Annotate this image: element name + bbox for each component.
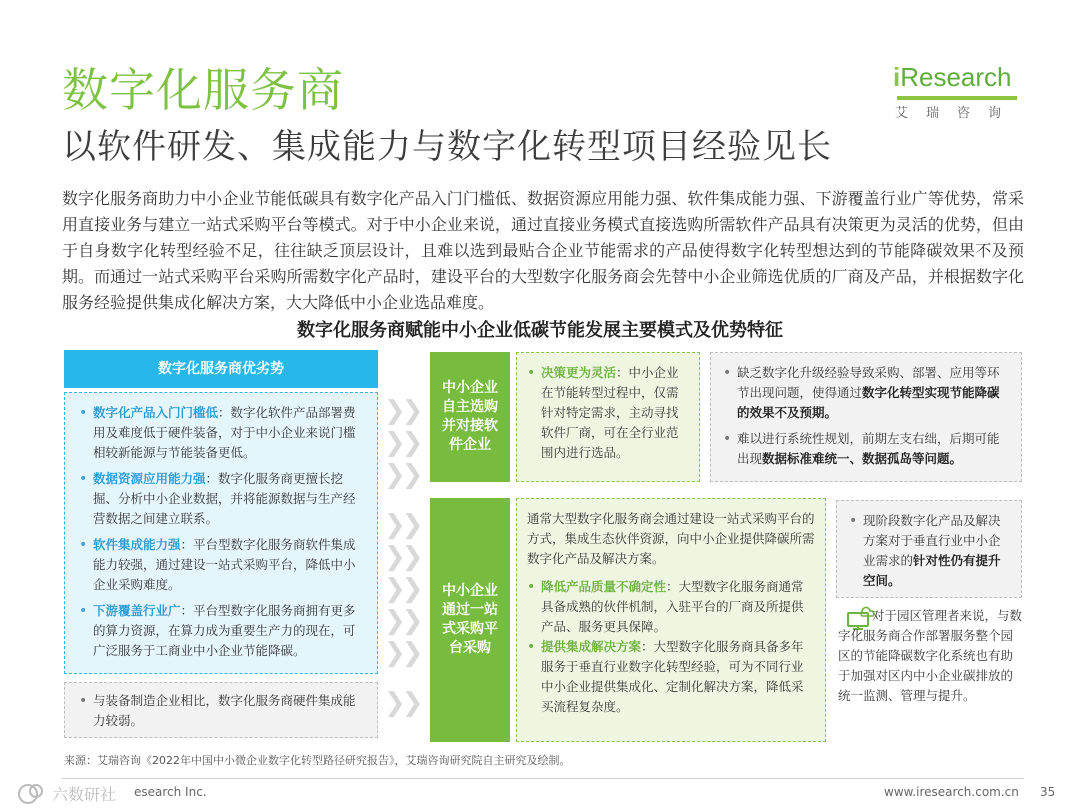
bullet-icon: • [527, 639, 536, 655]
chevron-right-icon: ❯❯ [384, 428, 420, 458]
mode2-intro: 通常大型数字化服务商会通过建设一站式采购平台的方式，集成生态伙伴资源，向中小企业提供降碳所需数字化产品及解决方案。 [527, 511, 815, 566]
mode1-disadvantage: • 缺乏数字化升级经验导致采购、部署、应用等环节出现问题，使得通过数字化转型实现节能降碳的效果不及预期。 [723, 365, 1000, 420]
mode2-advantage-box [516, 498, 826, 742]
page-number: 35 [1040, 785, 1056, 799]
bullet-icon: • [79, 405, 88, 421]
mode1-advantage: • 决策更为灵活：中小企业在节能转型过程中，仅需针对特定需求，主动寻找软件厂商，可在全行业范围内进行选品。 [527, 365, 679, 460]
logo-i: i [893, 62, 901, 92]
advantage-item: • 数据资源应用能力强：数字化服务商更擅长挖掘、分析中小企业数据，并将能源数据与生产经营数据之间建立联系。 [79, 471, 356, 526]
bullet-icon: • [79, 537, 88, 553]
chevron-right-icon: ❯❯ [384, 688, 420, 718]
bullet-icon: • [527, 365, 536, 381]
diagram-title: 数字化服务商赋能中小企业低碳节能发展主要模式及优势特征 [297, 320, 783, 341]
watermark-logo-icon [14, 778, 134, 808]
advantages-header: 数字化服务商优劣势 [64, 350, 378, 388]
chevron-right-icon: ❯❯ [384, 638, 420, 668]
mode2-advantage: • 提供集成解决方案：大型数字化服务商具备多年服务于垂直行业数字化转型经验，可为不同行业中小企业提供集成化、定制化解决方案，降低采买流程复杂度。 [527, 639, 804, 714]
advantages-box [64, 392, 378, 674]
source-note: 来源：艾瑞咨询《2022年中国中小微企业数字化转型路径研究报告》，艾瑞咨询研究院自主研究及绘制。 [64, 754, 571, 767]
chevron-right-icon: ❯❯ [384, 606, 420, 636]
page-subtitle: 以软件研发、集成能力与数字化转型项目经验见长 [62, 127, 832, 167]
chevron-right-icon: ❯❯ [384, 574, 420, 604]
mode1-disadvantage-box [710, 352, 1022, 482]
bullet-icon: • [79, 693, 88, 709]
bullet-icon: • [79, 471, 88, 487]
mode2-advantage: • 降低产品质量不确定性：大型数字化服务商通常具备成熟的伙伴机制，入驻平台的厂商及所提供产品、服务更具保障。 [527, 579, 804, 634]
page-title: 数字化服务商 [62, 63, 344, 117]
disadvantage-item: • 与装备制造企业相比，数字化服务商硬件集成能力较弱。 [79, 693, 356, 728]
chevron-right-icon: ❯❯ [384, 460, 420, 490]
mode-label-platform: 中小企业通过一站式采购平台采购 [430, 498, 510, 742]
mode2-disadvantage: • 现阶段数字化产品及解决方案对于垂直行业中小企业需求的针对性仍有提升空间。 [849, 513, 1001, 588]
bullet-icon: • [79, 603, 88, 619]
bullet-icon: • [723, 431, 732, 447]
park-note: 对于园区管理者来说，与数字化服务商合作部署服务整个园区的节能降碳数字化系统也有助于加强对区内中小企业碳排放的统一监测、管理与提升。 [838, 608, 1023, 703]
bullet-icon: • [849, 513, 858, 529]
chevron-right-icon: ❯❯ [384, 542, 420, 572]
advantage-item: • 数字化产品入门门槛低：数字化软件产品部署费用及难度低于硬件装备，对于中小企业来说门槛相较新能源与节能装备更低。 [79, 405, 356, 460]
mode1-advantage-box [516, 352, 700, 482]
logo-cn: 艾瑞咨询 [895, 106, 1020, 121]
mode2-disadvantage-box [836, 500, 1022, 598]
logo-research: Research [900, 62, 1012, 92]
mode1-disadvantage: • 难以进行系统性规划，前期左支右绌，后期可能出现数据标准难统一、数据孤岛等问题。 [723, 431, 1000, 466]
chevron-right-icon: ❯❯ [384, 510, 420, 540]
footer-divider [62, 778, 1024, 779]
mode-label-direct: 中小企业自主选购并对接软件企业 [430, 352, 510, 482]
bullet-icon: • [527, 579, 536, 595]
svg-text:六数研社: 六数研社 [52, 785, 117, 804]
website: www.iresearch.com.cn [884, 785, 1019, 799]
copyright: esearch Inc. [134, 785, 207, 799]
bullet-icon: • [723, 365, 732, 381]
advantage-item: • 下游覆盖行业广：平台型数字化服务商拥有更多的算力资源，在算力成为重要生产力的现在，可广泛服务于工商业中小企业节能降碳。 [79, 603, 356, 658]
chevron-right-icon: ❯❯ [384, 396, 420, 426]
iresearch-logo [893, 58, 1025, 124]
disadvantage-box [64, 682, 378, 738]
advantage-item: • 软件集成能力强：平台型数字化服务商软件集成能力较强，通过建设一站式采购平台，降低中小企业采购难度。 [79, 537, 356, 592]
intro-paragraph: 数字化服务商助力中小企业节能低碳具有数字化产品入门门槛低、数据资源应用能力强、软件集成能力强、下游覆盖行业广等优势，常采用直接业务与建立一站式采购平台等模式。对于中小企业来说，通过直接业务模式直接选购所需软件产品具有决策更为灵活的优势，但由于自身数字化转型经验不足，往往缺乏顶层设计，且难以选到最贴合企业节能需求的产品使得数字化转型想达到的节能降碳效果不及预期。而通过一站式采购平台采购所需数字化产品时，建设平台的大型数字化服务商会先替中小企业筛选优质的厂商及产品，并根据数字化服务经验提供集成化解决方案，大大降低中小企业选品难度。 [62, 189, 1024, 312]
